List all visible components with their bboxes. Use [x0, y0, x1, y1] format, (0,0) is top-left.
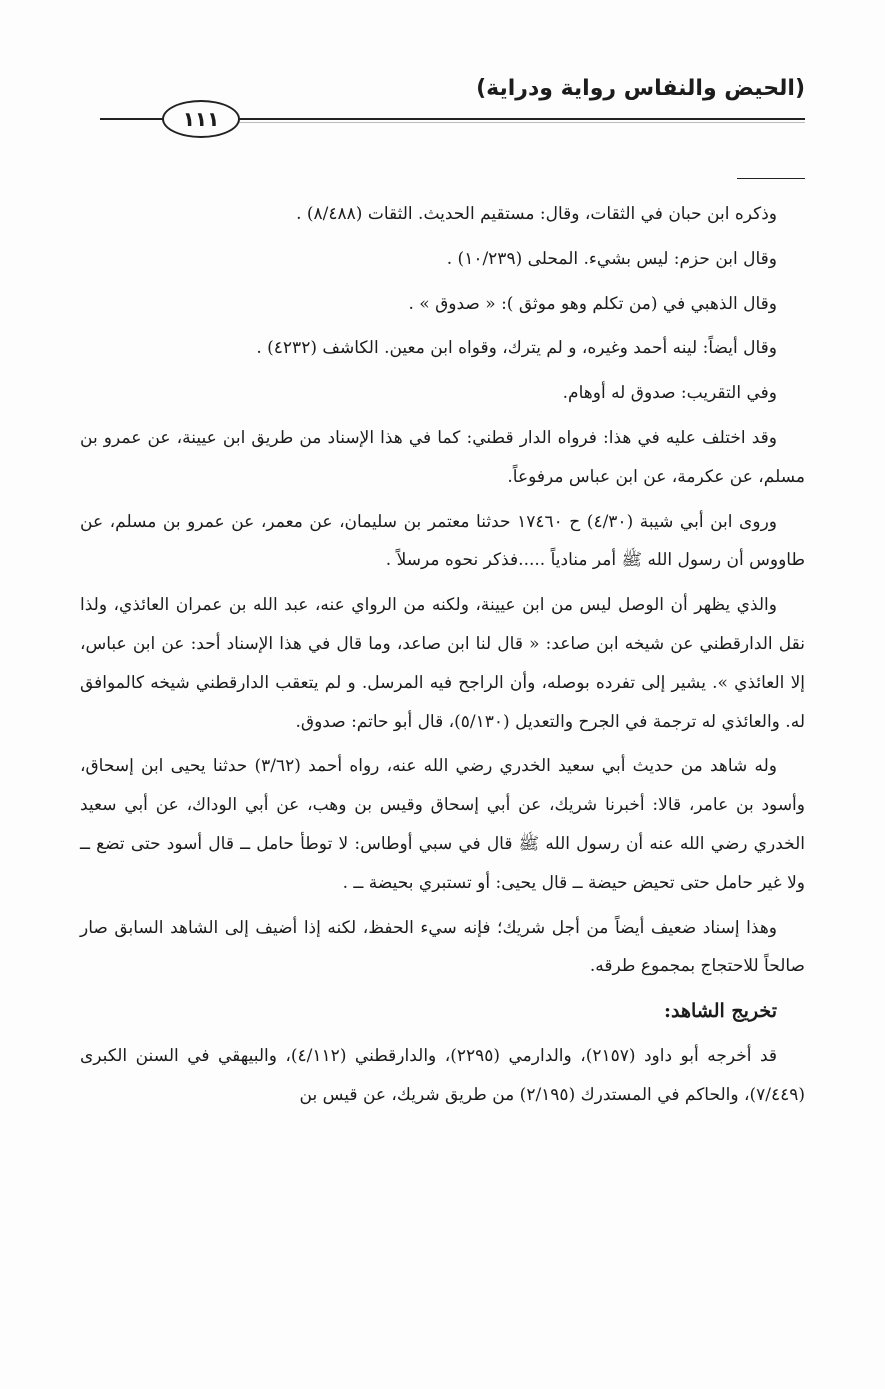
paragraph-9: وله شاهد من حديث أبي سعيد الخدري رضي الله عنه، رواه أحمد (٣/٦٢) حدثنا يحيى ابن إسحاق، وأسود بن عامر، قالا: أخبرنا شريك، عن أبي إسحاق وقيس بن وهب، عن أبي الوداك، عن أبي سعيد الخدري رضي الله عنه أن رسول الله ﷺ قال في سبي أوطاس: لا توطأ حامل ــ قال أسود حتى تضع ــ ولا غير حامل حتى تحيض حيضة ــ قال يحيى: أو تستبري بحيضة ــ . — [80, 756, 805, 893]
paragraph-final: قد أخرجه أبو داود (٢١٥٧)، والدارمي (٢٢٩٥)، والدارقطني (٤/١١٢)، والبيهقي في السنن الكبرى (٧/٤٤٩)، والحاكم في المستدرك (٢/١٩٥) من طريق شريك، عن قيس بن — [80, 1045, 805, 1105]
paragraph-6: وقد اختلف عليه في هذا: فرواه الدار قطني: كما في هذا الإسناد من طريق ابن عيينة، عن عمرو بن مسلم، عن عكرمة، عن ابن عباس مرفوعاً. — [80, 427, 805, 487]
paragraph-3: وقال الذهبي في (من تكلم وهو موثق ): « صدوق » . — [408, 293, 777, 314]
paragraph-5: وفي التقريب: صدوق له أوهام. — [562, 383, 777, 404]
paragraph-2: وقال ابن حزم: ليس بشيء. المحلى (١٠/٢٣٩) . — [446, 248, 777, 269]
paragraph-8: والذي يظهر أن الوصل ليس من ابن عيينة، ولكنه من الرواي عنه، عبد الله بن عمران العائذي، ولذا نقل الدارقطني عن شيخه ابن صاعد: « قال لنا ابن صاعد، وما قال في هذا الإسناد أحد: عن ابن عباس، إلا العائذي ». يشير إلى تفرده بوصله، وأن الراجح فيه المرسل. و لم يتعقب الدارقطني شيخه كالموافق له. والعائذي له ترجمة في الجرح والتعديل (٥/١٣٠)، قال أبو حاتم: صدوق. — [80, 595, 805, 732]
page-number: ١١١ — [162, 100, 240, 138]
paragraph-1: وذكره ابن حبان في الثقات، وقال: مستقيم الحديث. الثقات (٨/٤٨٨) . — [296, 204, 777, 224]
running-title: (الحيض والنفاس رواية ودراية) — [476, 76, 805, 101]
paragraph-7: وروى ابن أبي شيبة (٤/٣٠) ح ١٧٤٦٠ حدثنا معتمر بن سليمان، عن معمر، عن عمرو بن مسلم، عن طاووس أن رسول الله ﷺ أمر منادياً .....فذكر نحوه مرسلاً . — [80, 511, 805, 571]
section-subheading: تخريج الشاهد: — [663, 1000, 777, 1023]
paragraph-4: وقال أيضاً: لينه أحمد وغيره، و لم يترك، وقواه ابن معين. الكاشف (٤٢٣٢) . — [256, 338, 777, 359]
paragraph-10: وهذا إسناد ضعيف أيضاً من أجل شريك؛ فإنه سيء الحفظ، لكنه إذا أضيف إلى الشاهد السابق صار صالحاً للاحتجاج بمجموع طرقه. — [80, 917, 805, 977]
header-rule-secondary — [235, 122, 805, 123]
page-body — [80, 195, 805, 1121]
footnote-separator — [737, 178, 805, 179]
